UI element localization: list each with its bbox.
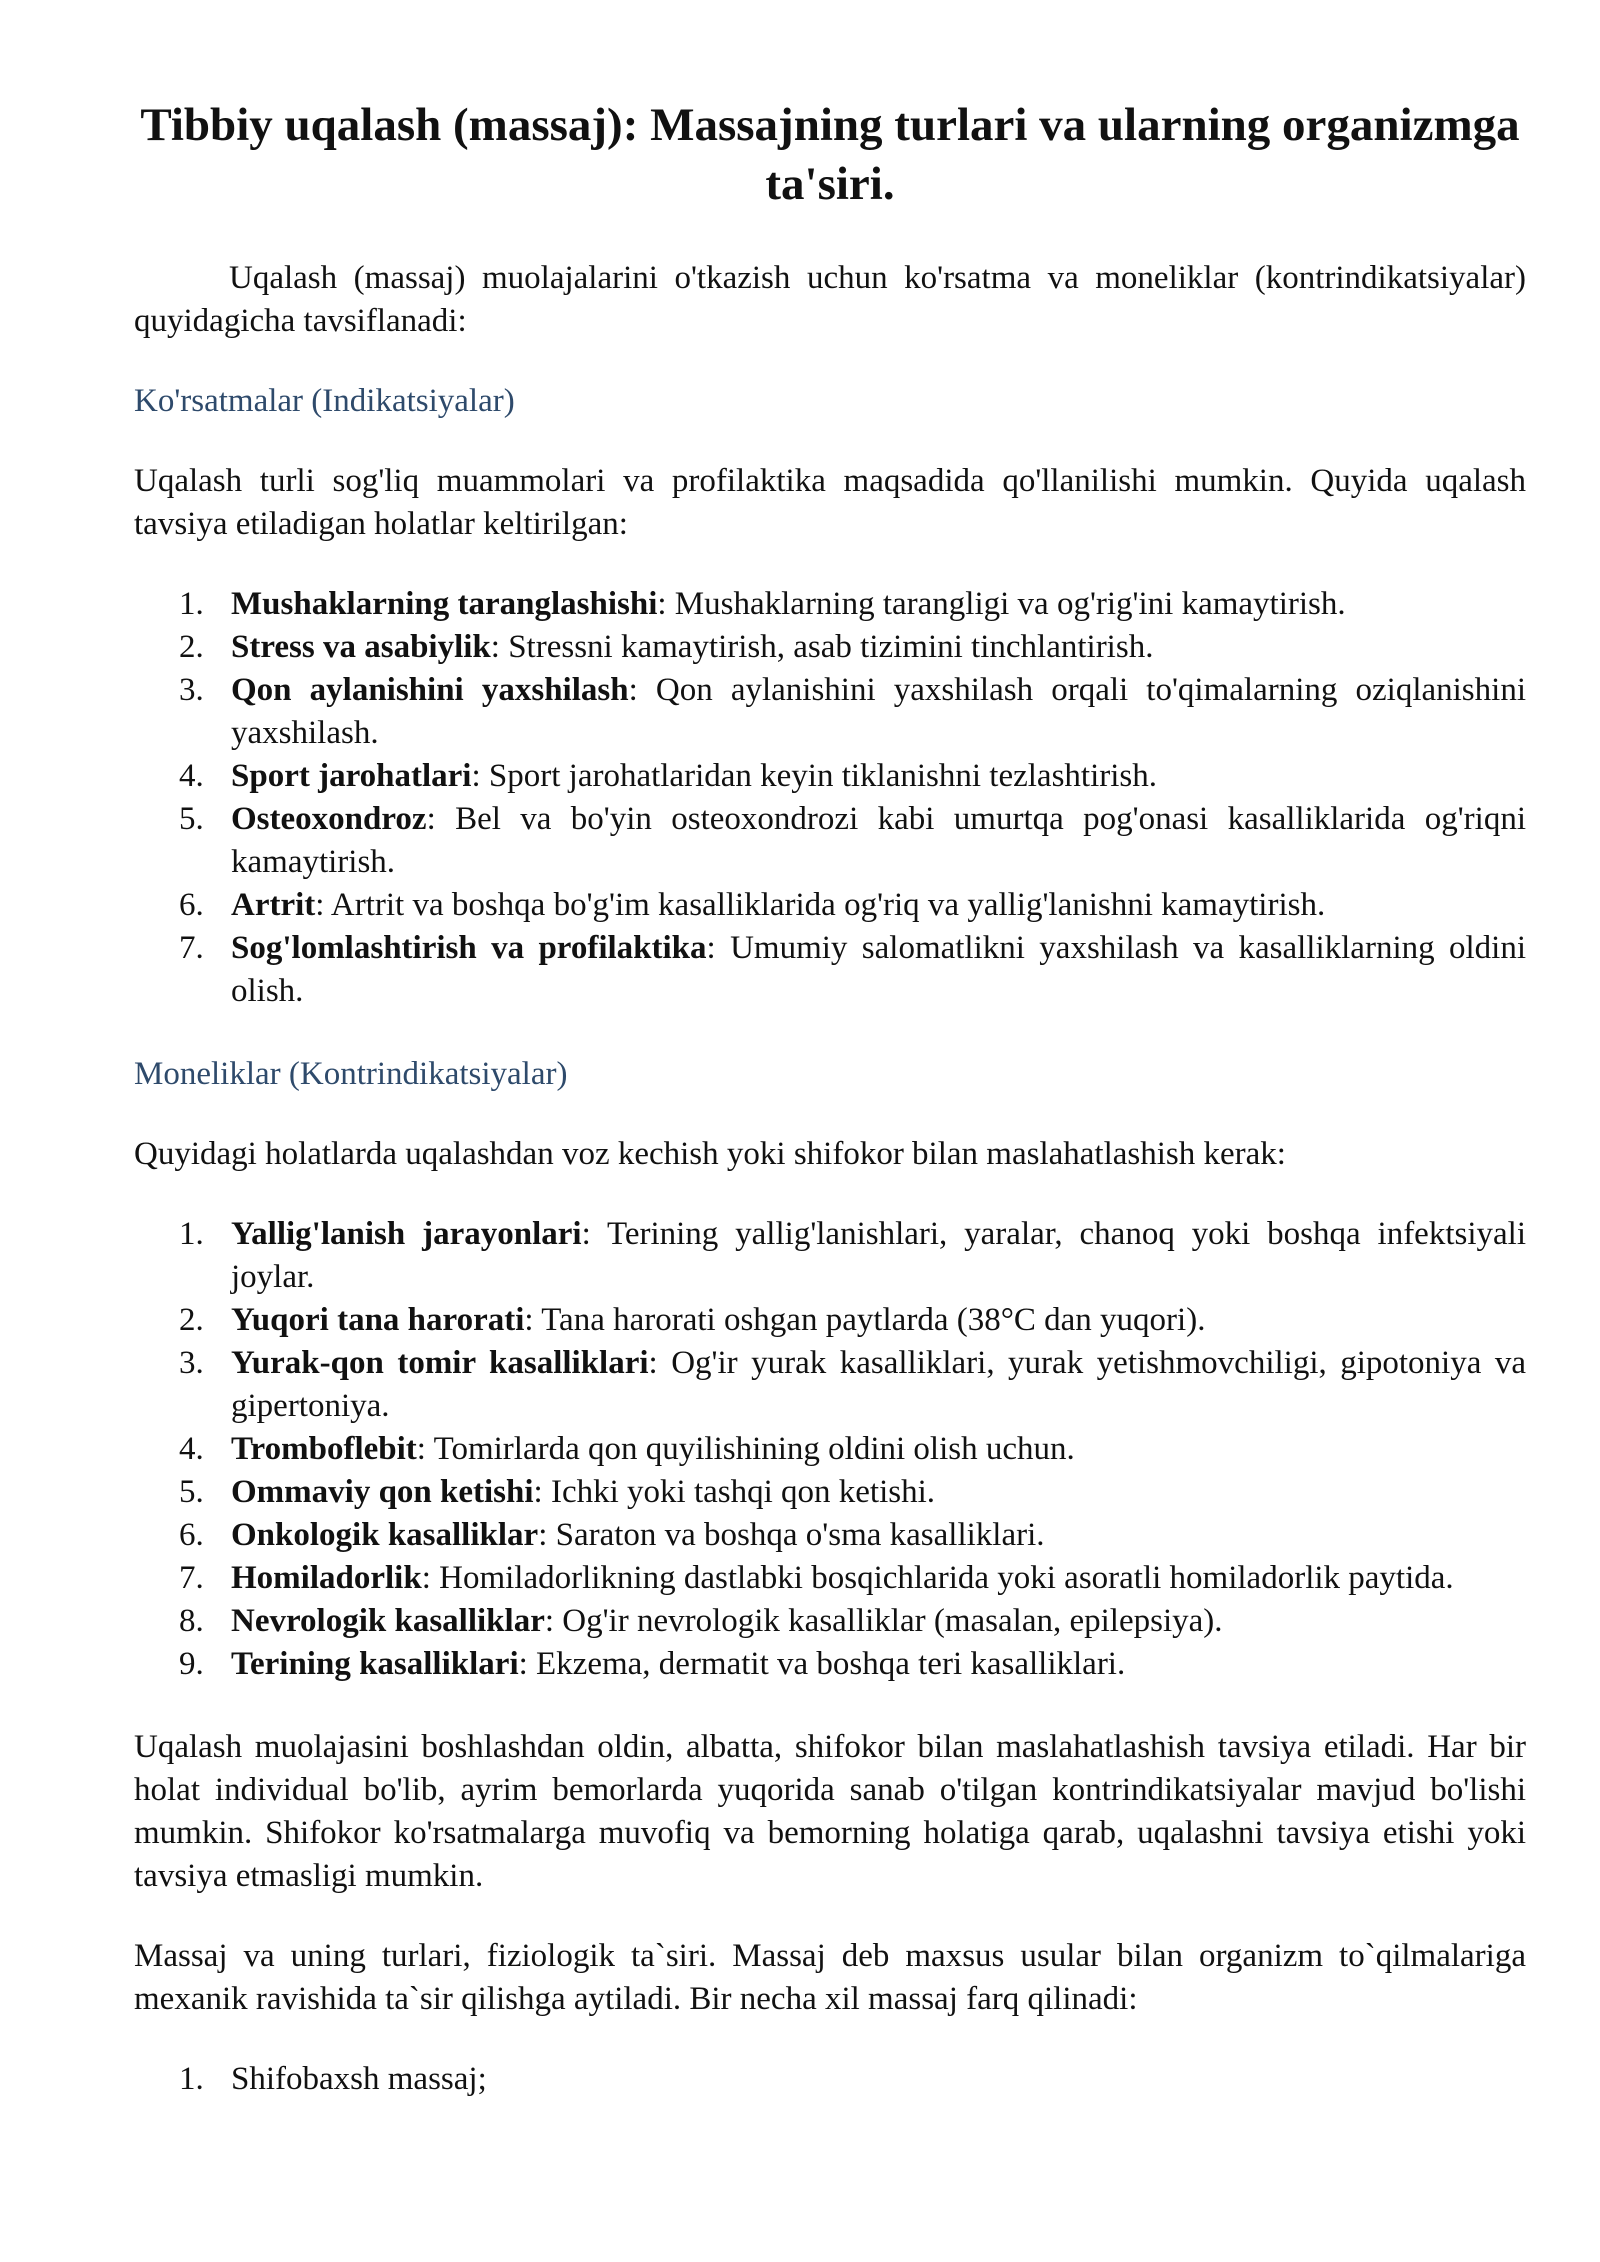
list-item xyxy=(134,669,1526,755)
list-text: : Homiladorlikning dastlabki bosqichlarida yoki asoratli homiladorlik paytida. xyxy=(421,1560,1454,1596)
list-term: Artrit xyxy=(231,887,316,923)
list-term: Yuqori tana harorati xyxy=(231,1302,525,1338)
list-term: Yallig'lanish jarayonlari xyxy=(231,1216,582,1252)
list-number: 1. xyxy=(179,2061,204,2097)
document-body xyxy=(134,96,1526,2101)
list-number: 2. xyxy=(179,629,204,665)
list-text: : Mushaklarning tarangligi va og'rig'ini kamaytirish. xyxy=(657,586,1346,622)
list-item xyxy=(134,927,1526,1013)
list-item xyxy=(134,2058,1526,2101)
contraindications-list xyxy=(134,1213,1526,1686)
list-number: 1. xyxy=(179,1216,204,1252)
list-term: Ommaviy qon ketishi xyxy=(231,1474,534,1510)
list-number: 6. xyxy=(179,887,204,923)
list-number: 1. xyxy=(179,586,204,622)
list-item xyxy=(134,583,1526,626)
list-item xyxy=(134,1514,1526,1557)
list-text: : Og'ir yurak kasalliklari, yurak yetishmovchiligi, gipotoniya va gipertoniya. xyxy=(231,1345,1526,1424)
list-text: : Og'ir nevrologik kasalliklar (masalan, epilepsiya). xyxy=(544,1603,1223,1639)
list-item xyxy=(134,1299,1526,1342)
list-number: 6. xyxy=(179,1517,204,1553)
list-number: 3. xyxy=(179,1345,204,1381)
indications-lead: Uqalash turli sog'liq muammolari va profilaktika maqsadida qo'llanilishi mumkin. Quyida uqalash tavsiya etiladigan holatlar keltirilgan: xyxy=(134,463,1526,542)
list-number: 5. xyxy=(179,1474,204,1510)
list-number: 3. xyxy=(179,672,204,708)
list-number: 7. xyxy=(179,930,204,966)
list-item xyxy=(134,798,1526,884)
indications-heading: Ko'rsatmalar (Indikatsiyalar) xyxy=(134,383,515,419)
list-text: : Sport jarohatlaridan keyin tiklanishni tezlashtirish. xyxy=(471,758,1157,794)
list-item xyxy=(134,626,1526,669)
list-text: : Tana harorati oshgan paytlarda (38°C dan yuqori). xyxy=(524,1302,1206,1338)
list-text: : Stressni kamaytirish, asab tizimini tinchlantirish. xyxy=(490,629,1154,665)
list-item xyxy=(134,1643,1526,1686)
list-number: 4. xyxy=(179,1431,204,1467)
contraindications-lead: Quyidagi holatlarda uqalashdan voz kechish yoki shifokor bilan maslahatlashish kerak: xyxy=(134,1136,1286,1172)
list-number: 7. xyxy=(179,1560,204,1596)
list-item xyxy=(134,1428,1526,1471)
list-text: : Umumiy salomatlikni yaxshilash va kasalliklarning oldini olish. xyxy=(231,930,1526,1009)
list-item xyxy=(134,1557,1526,1600)
list-term: Nevrologik kasalliklar xyxy=(231,1603,545,1639)
list-term: Qon aylanishini yaxshilash xyxy=(231,672,629,708)
list-text: : Ichki yoki tashqi qon ketishi. xyxy=(533,1474,936,1510)
list-text: : Artrit va boshqa bo'g'im kasalliklarida og'riq va yallig'lanishni kamaytirish. xyxy=(315,887,1326,923)
conclusion-paragraph: Uqalash muolajasini boshlashdan oldin, albatta, shifokor bilan maslahatlashish tavsiya etiladi. Har bir holat individual bo'lib, ayrim bemorlarda yuqorida sanab o'tilgan kontrindikatsiyalar mavjud bo'lishi mumkin. Shifokor ko'rsatmalarga muvofiq va bemorning holatiga qarab, uqalashni tavsiya etishi yoki tavsiya etmasligi mumkin. xyxy=(134,1729,1526,1894)
list-number: 2. xyxy=(179,1302,204,1338)
document-title: Tibbiy uqalash (massaj): Massajning turlari va ularning organizmga ta'siri. xyxy=(140,99,1520,210)
list-term: Onkologik kasalliklar xyxy=(231,1517,539,1553)
list-text: : Ekzema, dermatit va boshqa teri kasalliklari. xyxy=(518,1646,1126,1682)
list-item xyxy=(134,1471,1526,1514)
list-term: Yurak-qon tomir kasalliklari xyxy=(231,1345,649,1381)
list-number: 4. xyxy=(179,758,204,794)
list-number: 8. xyxy=(179,1603,204,1639)
massage-types-paragraph: Massaj va uning turlari, fiziologik ta`siri. Massaj deb maxsus usular bilan organizm to`qilmalariga mexanik ravishida ta`sir qilishga aytiladi. Bir necha xil massaj farq qilinadi: xyxy=(134,1938,1526,2017)
list-term: Stress va asabiylik xyxy=(231,629,491,665)
list-item xyxy=(134,1600,1526,1643)
list-text: : Saraton va boshqa o'sma kasalliklari. xyxy=(538,1517,1045,1553)
massage-types-list xyxy=(134,2058,1526,2101)
list-item xyxy=(134,884,1526,927)
list-text: : Terining yallig'lanishlari, yaralar, chanoq yoki boshqa infektsiyali joylar. xyxy=(231,1216,1526,1295)
list-term: Osteoxondroz xyxy=(231,801,427,837)
list-term: Mushaklarning taranglashishi xyxy=(231,586,658,622)
list-number: 5. xyxy=(179,801,204,837)
list-text: : Bel va bo'yin osteoxondrozi kabi umurtqa pog'onasi kasalliklarida og'riqni kamaytirish. xyxy=(231,801,1526,880)
list-term: Sog'lomlashtirish va profilaktika xyxy=(231,930,707,966)
list-item xyxy=(134,755,1526,798)
list-term: Terining kasalliklari xyxy=(231,1646,519,1682)
list-text: : Qon aylanishini yaxshilash orqali to'qimalarning oziqlanishini yaxshilash. xyxy=(231,672,1526,751)
list-text: : Tomirlarda qon quyilishining oldini olish uchun. xyxy=(416,1431,1075,1467)
list-item xyxy=(134,1213,1526,1299)
intro-paragraph: Uqalash (massaj) muolajalarini o'tkazish uchun ko'rsatma va moneliklar (kontrindikatsiyalar) quyidagicha tavsiflanadi: xyxy=(134,260,1526,339)
indications-list xyxy=(134,583,1526,1013)
list-number: 9. xyxy=(179,1646,204,1682)
contraindications-heading: Moneliklar (Kontrindikatsiyalar) xyxy=(134,1056,568,1092)
list-term: Sport jarohatlari xyxy=(231,758,472,794)
list-text: Shifobaxsh massaj; xyxy=(231,2061,487,2097)
list-term: Homiladorlik xyxy=(231,1560,422,1596)
list-item xyxy=(134,1342,1526,1428)
list-term: Tromboflebit xyxy=(231,1431,417,1467)
